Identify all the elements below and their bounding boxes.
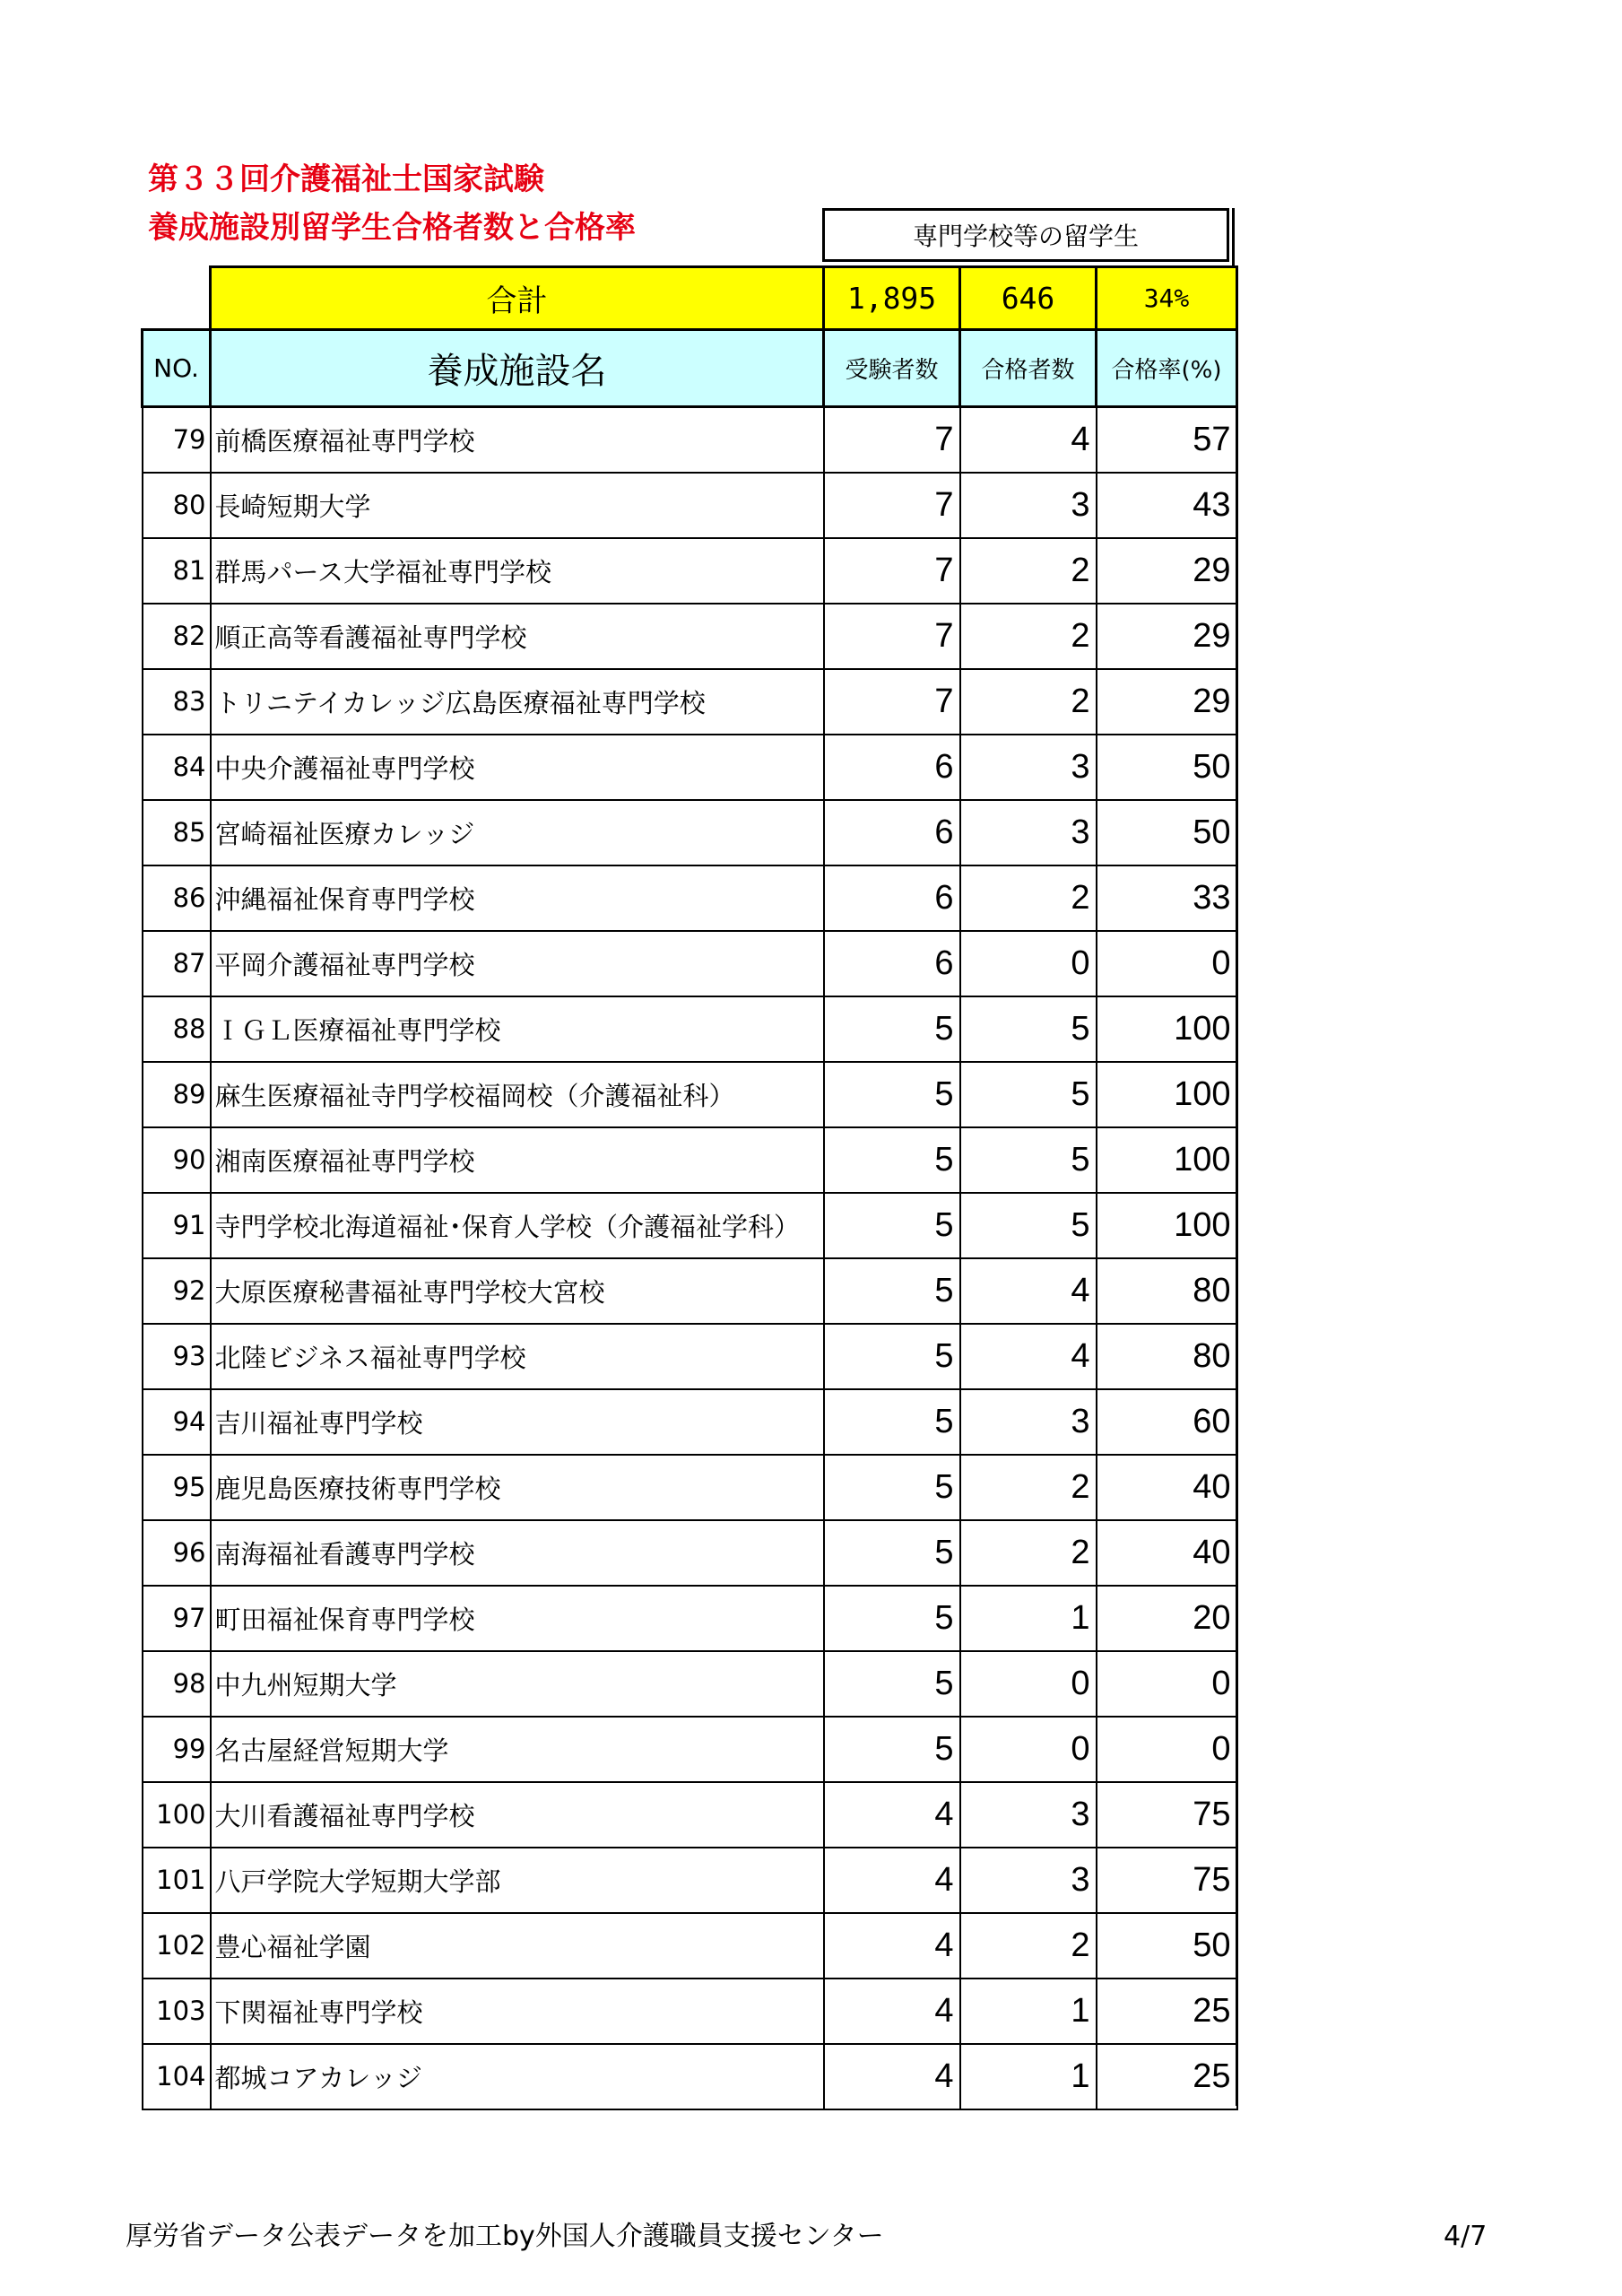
row-facility-name: 麻生医療福祉寺門学校福岡校（介護福祉科） xyxy=(211,1062,824,1127)
row-no: 102 xyxy=(143,1913,211,1979)
row-facility-name: 南海福祉看護専門学校 xyxy=(211,1520,824,1586)
table-row xyxy=(143,735,1237,800)
row-examinees: 7 xyxy=(824,538,960,604)
row-passed: 3 xyxy=(960,1389,1097,1455)
row-examinees: 6 xyxy=(824,735,960,800)
table-row xyxy=(143,931,1237,996)
row-passed: 0 xyxy=(960,931,1097,996)
row-examinees: 4 xyxy=(824,1913,960,1979)
row-rate: 43 xyxy=(1097,473,1237,538)
row-facility-name: 八戸学院大学短期大学部 xyxy=(211,1848,824,1913)
row-no: 95 xyxy=(143,1455,211,1520)
row-facility-name: 大原医療秘書福祉専門学校大宮校 xyxy=(211,1258,824,1324)
row-passed: 3 xyxy=(960,1782,1097,1848)
row-passed: 1 xyxy=(960,1979,1097,2044)
table-row xyxy=(143,1651,1237,1717)
row-no: 96 xyxy=(143,1520,211,1586)
row-no: 93 xyxy=(143,1324,211,1389)
row-passed: 3 xyxy=(960,735,1097,800)
column-header-no: NO. xyxy=(143,330,211,407)
row-no: 92 xyxy=(143,1258,211,1324)
row-rate: 100 xyxy=(1097,1062,1237,1127)
row-no: 86 xyxy=(143,865,211,931)
row-rate: 80 xyxy=(1097,1258,1237,1324)
table-row xyxy=(143,1324,1237,1389)
row-passed: 0 xyxy=(960,1717,1097,1782)
row-no: 100 xyxy=(143,1782,211,1848)
row-no: 103 xyxy=(143,1979,211,2044)
row-examinees: 5 xyxy=(824,1324,960,1389)
row-facility-name: 大川看護福祉専門学校 xyxy=(211,1782,824,1848)
table-row xyxy=(143,1389,1237,1455)
table-row xyxy=(143,800,1237,865)
document-title-line1: 第３３回介護福祉士国家試験 xyxy=(148,161,544,197)
table-row xyxy=(143,604,1237,669)
row-facility-name: 宮崎福祉医療カレッジ xyxy=(211,800,824,865)
row-facility-name: 鹿児島医療技術専門学校 xyxy=(211,1455,824,1520)
row-facility-name: 豊心福祉学園 xyxy=(211,1913,824,1979)
row-rate: 0 xyxy=(1097,1651,1237,1717)
row-facility-name: 名古屋経営短期大学 xyxy=(211,1717,824,1782)
row-no: 81 xyxy=(143,538,211,604)
row-examinees: 7 xyxy=(824,669,960,735)
row-rate: 0 xyxy=(1097,1717,1237,1782)
document-title-line2: 養成施設別留学生合格者数と合格率 xyxy=(148,210,636,246)
row-examinees: 4 xyxy=(824,2044,960,2109)
row-no: 91 xyxy=(143,1193,211,1258)
total-examinees: 1,895 xyxy=(824,267,960,330)
row-rate: 100 xyxy=(1097,996,1237,1062)
row-examinees: 5 xyxy=(824,1193,960,1258)
row-examinees: 5 xyxy=(824,1455,960,1520)
row-rate: 29 xyxy=(1097,538,1237,604)
total-row xyxy=(143,267,1237,330)
row-passed: 2 xyxy=(960,1913,1097,1979)
row-no: 88 xyxy=(143,996,211,1062)
row-passed: 5 xyxy=(960,1062,1097,1127)
results-table xyxy=(141,265,1238,2110)
row-rate: 33 xyxy=(1097,865,1237,931)
row-passed: 5 xyxy=(960,1193,1097,1258)
row-passed: 2 xyxy=(960,1520,1097,1586)
table-row xyxy=(143,1455,1237,1520)
row-passed: 5 xyxy=(960,996,1097,1062)
row-examinees: 7 xyxy=(824,407,960,473)
table-row xyxy=(143,1913,1237,1979)
row-examinees: 6 xyxy=(824,865,960,931)
row-facility-name: 中央介護福祉専門学校 xyxy=(211,735,824,800)
row-rate: 20 xyxy=(1097,1586,1237,1651)
row-examinees: 7 xyxy=(824,604,960,669)
row-no: 104 xyxy=(143,2044,211,2109)
table-row xyxy=(143,1258,1237,1324)
row-passed: 3 xyxy=(960,1848,1097,1913)
table-row xyxy=(143,1979,1237,2044)
row-examinees: 5 xyxy=(824,996,960,1062)
row-rate: 50 xyxy=(1097,800,1237,865)
column-header-row xyxy=(143,330,1237,407)
row-facility-name: 湘南医療福祉専門学校 xyxy=(211,1127,824,1193)
row-passed: 2 xyxy=(960,865,1097,931)
row-passed: 2 xyxy=(960,1455,1097,1520)
row-examinees: 5 xyxy=(824,1651,960,1717)
row-rate: 60 xyxy=(1097,1389,1237,1455)
row-passed: 2 xyxy=(960,669,1097,735)
row-facility-name: ＩＧＬ医療福祉専門学校 xyxy=(211,996,824,1062)
row-examinees: 4 xyxy=(824,1782,960,1848)
footer-source: 厚労省データ公表データを加工by外国人介護職員支援センター xyxy=(126,2221,884,2252)
row-facility-name: 長崎短期大学 xyxy=(211,473,824,538)
row-rate: 100 xyxy=(1097,1193,1237,1258)
table-row xyxy=(143,865,1237,931)
row-facility-name: 平岡介護福祉専門学校 xyxy=(211,931,824,996)
row-rate: 75 xyxy=(1097,1848,1237,1913)
table-row xyxy=(143,1586,1237,1651)
row-no: 94 xyxy=(143,1389,211,1455)
row-no: 98 xyxy=(143,1651,211,1717)
row-facility-name: 順正高等看護福祉専門学校 xyxy=(211,604,824,669)
row-no: 87 xyxy=(143,931,211,996)
row-examinees: 5 xyxy=(824,1127,960,1193)
column-header-examinees: 受験者数 xyxy=(824,330,960,407)
row-no: 99 xyxy=(143,1717,211,1782)
row-no: 84 xyxy=(143,735,211,800)
row-passed: 3 xyxy=(960,473,1097,538)
row-rate: 100 xyxy=(1097,1127,1237,1193)
row-passed: 2 xyxy=(960,538,1097,604)
row-passed: 1 xyxy=(960,2044,1097,2109)
table-row xyxy=(143,1127,1237,1193)
row-facility-name: 中九州短期大学 xyxy=(211,1651,824,1717)
row-no: 79 xyxy=(143,407,211,473)
row-facility-name: 都城コアカレッジ xyxy=(211,2044,824,2109)
table-row xyxy=(143,1848,1237,1913)
total-passed: 646 xyxy=(960,267,1097,330)
table-row xyxy=(143,538,1237,604)
table-outer-border xyxy=(1236,330,1238,2106)
row-rate: 29 xyxy=(1097,669,1237,735)
row-no: 85 xyxy=(143,800,211,865)
row-facility-name: 吉川福祉専門学校 xyxy=(211,1389,824,1455)
row-facility-name: 寺門学校北海道福祉･保育人学校（介護福祉学科） xyxy=(211,1193,824,1258)
row-facility-name: 沖縄福祉保育専門学校 xyxy=(211,865,824,931)
row-no: 83 xyxy=(143,669,211,735)
row-passed: 4 xyxy=(960,1324,1097,1389)
page-number: 4/7 xyxy=(1444,2221,1488,2252)
row-examinees: 4 xyxy=(824,1848,960,1913)
row-facility-name: 群馬パース大学福祉専門学校 xyxy=(211,538,824,604)
row-rate: 50 xyxy=(1097,735,1237,800)
row-rate: 57 xyxy=(1097,407,1237,473)
row-examinees: 6 xyxy=(824,800,960,865)
row-passed: 0 xyxy=(960,1651,1097,1717)
row-no: 82 xyxy=(143,604,211,669)
row-examinees: 5 xyxy=(824,1717,960,1782)
row-rate: 75 xyxy=(1097,1782,1237,1848)
row-passed: 4 xyxy=(960,407,1097,473)
row-examinees: 4 xyxy=(824,1979,960,2044)
column-header-passed: 合格者数 xyxy=(960,330,1097,407)
row-examinees: 5 xyxy=(824,1389,960,1455)
row-examinees: 6 xyxy=(824,931,960,996)
column-header-rate: 合格率(%) xyxy=(1097,330,1237,407)
group-header: 専門学校等の留学生 xyxy=(822,208,1229,262)
row-rate: 25 xyxy=(1097,1979,1237,2044)
row-no: 101 xyxy=(143,1848,211,1913)
row-facility-name: トリニテイカレッジ広島医療福祉専門学校 xyxy=(211,669,824,735)
row-rate: 25 xyxy=(1097,2044,1237,2109)
row-examinees: 5 xyxy=(824,1062,960,1127)
row-rate: 29 xyxy=(1097,604,1237,669)
table-row xyxy=(143,1520,1237,1586)
table-row xyxy=(143,1717,1237,1782)
row-passed: 2 xyxy=(960,604,1097,669)
row-passed: 3 xyxy=(960,800,1097,865)
row-examinees: 5 xyxy=(824,1258,960,1324)
row-examinees: 5 xyxy=(824,1586,960,1651)
row-passed: 4 xyxy=(960,1258,1097,1324)
row-no: 90 xyxy=(143,1127,211,1193)
row-rate: 80 xyxy=(1097,1324,1237,1389)
table-row xyxy=(143,2044,1237,2109)
row-no: 89 xyxy=(143,1062,211,1127)
row-examinees: 5 xyxy=(824,1520,960,1586)
column-header-name: 養成施設名 xyxy=(211,330,824,407)
table-row xyxy=(143,669,1237,735)
total-label: 合計 xyxy=(211,267,824,330)
row-no: 97 xyxy=(143,1586,211,1651)
row-rate: 40 xyxy=(1097,1520,1237,1586)
table-row xyxy=(143,1193,1237,1258)
table-row xyxy=(143,473,1237,538)
row-passed: 1 xyxy=(960,1586,1097,1651)
table-row xyxy=(143,996,1237,1062)
row-no: 80 xyxy=(143,473,211,538)
row-rate: 50 xyxy=(1097,1913,1237,1979)
table-row xyxy=(143,407,1237,473)
row-passed: 5 xyxy=(960,1127,1097,1193)
row-facility-name: 下関福祉専門学校 xyxy=(211,1979,824,2044)
row-rate: 0 xyxy=(1097,931,1237,996)
row-rate: 40 xyxy=(1097,1455,1237,1520)
row-facility-name: 前橋医療福祉専門学校 xyxy=(211,407,824,473)
table-row xyxy=(143,1782,1237,1848)
row-facility-name: 町田福祉保育専門学校 xyxy=(211,1586,824,1651)
row-facility-name: 北陸ビジネス福祉専門学校 xyxy=(211,1324,824,1389)
row-examinees: 7 xyxy=(824,473,960,538)
total-rate: 34% xyxy=(1097,267,1237,330)
table-row xyxy=(143,1062,1237,1127)
